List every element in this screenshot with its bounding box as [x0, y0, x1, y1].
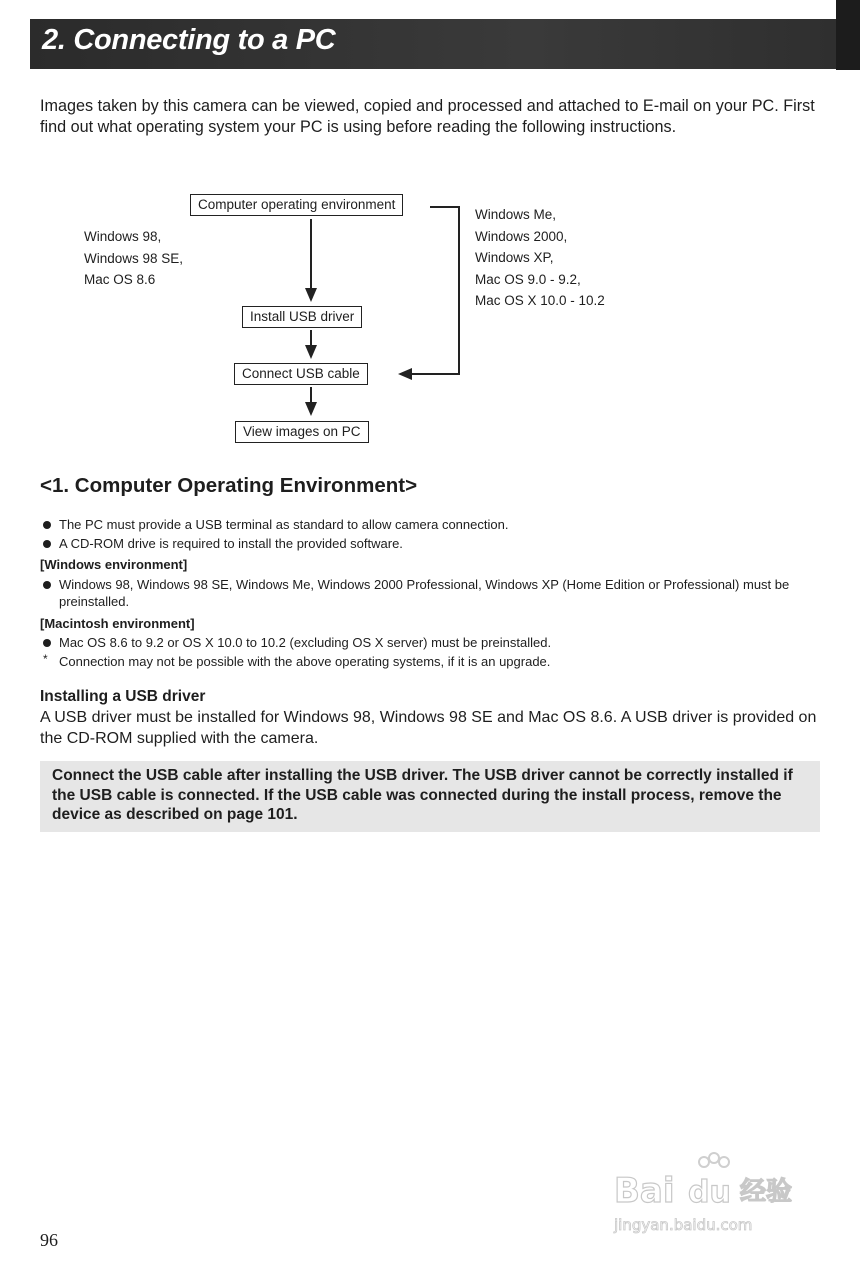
usb-driver-heading: Installing a USB driver [40, 688, 206, 705]
requirement-item [40, 516, 830, 533]
section-title: <1. Computer Operating Environment> [40, 474, 418, 497]
arrowhead-cable [305, 345, 317, 359]
bullet-icon [43, 639, 51, 647]
windows-requirement-text: Windows 98, Windows 98 SE, Windows Me, Windows 2000 Professional, Windows XP (Home Edition or Professional) must be preinstalled. [59, 577, 790, 609]
arrowhead-bypass [398, 368, 412, 380]
os-right-item: Mac OS X 10.0 - 10.2 [475, 293, 605, 308]
svg-text:du: du [688, 1175, 731, 1210]
os-right-item: Mac OS 9.0 - 9.2, [475, 271, 581, 287]
svg-text:Bai: Bai [614, 1171, 675, 1211]
os-left-item: Mac OS 8.6 [84, 272, 156, 287]
baidu-watermark-logo [612, 1152, 822, 1242]
mac-note-text: Connection may not be possible with the above operating systems, if it is an upgrade. [59, 654, 551, 669]
requirement-text: A CD-ROM drive is required to install the provided software. [59, 536, 403, 551]
page-number: 96 [40, 1230, 58, 1250]
svg-text:jingyan.baidu.com: jingyan.baidu.com [614, 1216, 753, 1234]
os-left-item: Windows 98, [84, 229, 162, 244]
windows-requirement [40, 576, 830, 610]
os-right-item: Windows 2000, [475, 228, 568, 244]
box-install-usb-driver: Install USB driver [242, 306, 362, 328]
os-list-left [84, 226, 183, 291]
requirement-text: The PC must provide a USB terminal as standard to allow camera connection. [59, 517, 509, 532]
arrowhead-driver [305, 288, 317, 302]
bypass-path [412, 207, 459, 374]
os-right-item: Windows XP, [475, 250, 554, 265]
note-text: Connect the USB cable after installing the USB driver. The USB driver cannot be correctly installed if the USB cable is connected. If the USB cable was connected during the install process, remove the device as described on page 101. [52, 767, 793, 823]
usb-driver-body: A USB driver must be installed for Windows 98, Windows 98 SE and Mac OS 8.6. A USB driver is provided on the CD-ROM supplied with the camera. [40, 709, 817, 747]
os-right-item: Windows Me, [475, 207, 557, 222]
box-view-images: View images on PC [235, 421, 369, 443]
windows-heading: [Windows environment] [40, 557, 188, 572]
requirement-item [40, 535, 830, 552]
mac-heading: [Macintosh environment] [40, 616, 195, 631]
bullet-icon [43, 540, 51, 548]
box-computer-environment: Computer operating environment [190, 194, 403, 216]
asterisk-icon: * [43, 652, 48, 666]
os-list-right [475, 204, 605, 312]
mac-requirement [40, 634, 830, 651]
intro-paragraph: Images taken by this camera can be viewed, copied and processed and attached to E-mail on your PC. First find out what operating system your PC is using before reading the following instructions. [40, 97, 815, 136]
bullet-icon [43, 521, 51, 529]
mac-requirement-text: Mac OS 8.6 to 9.2 or OS X 10.0 to 10.2 (excluding OS X server) must be preinstalled. [59, 635, 552, 650]
svg-text:经验: 经验 [740, 1177, 793, 1207]
box-connect-usb-cable: Connect USB cable [234, 363, 368, 385]
bullet-icon [43, 581, 51, 589]
mac-note [40, 653, 830, 670]
os-left-item: Windows 98 SE, [84, 250, 184, 266]
page-title: 2. Connecting to a PC [42, 24, 336, 56]
arrowhead-view [305, 402, 317, 416]
